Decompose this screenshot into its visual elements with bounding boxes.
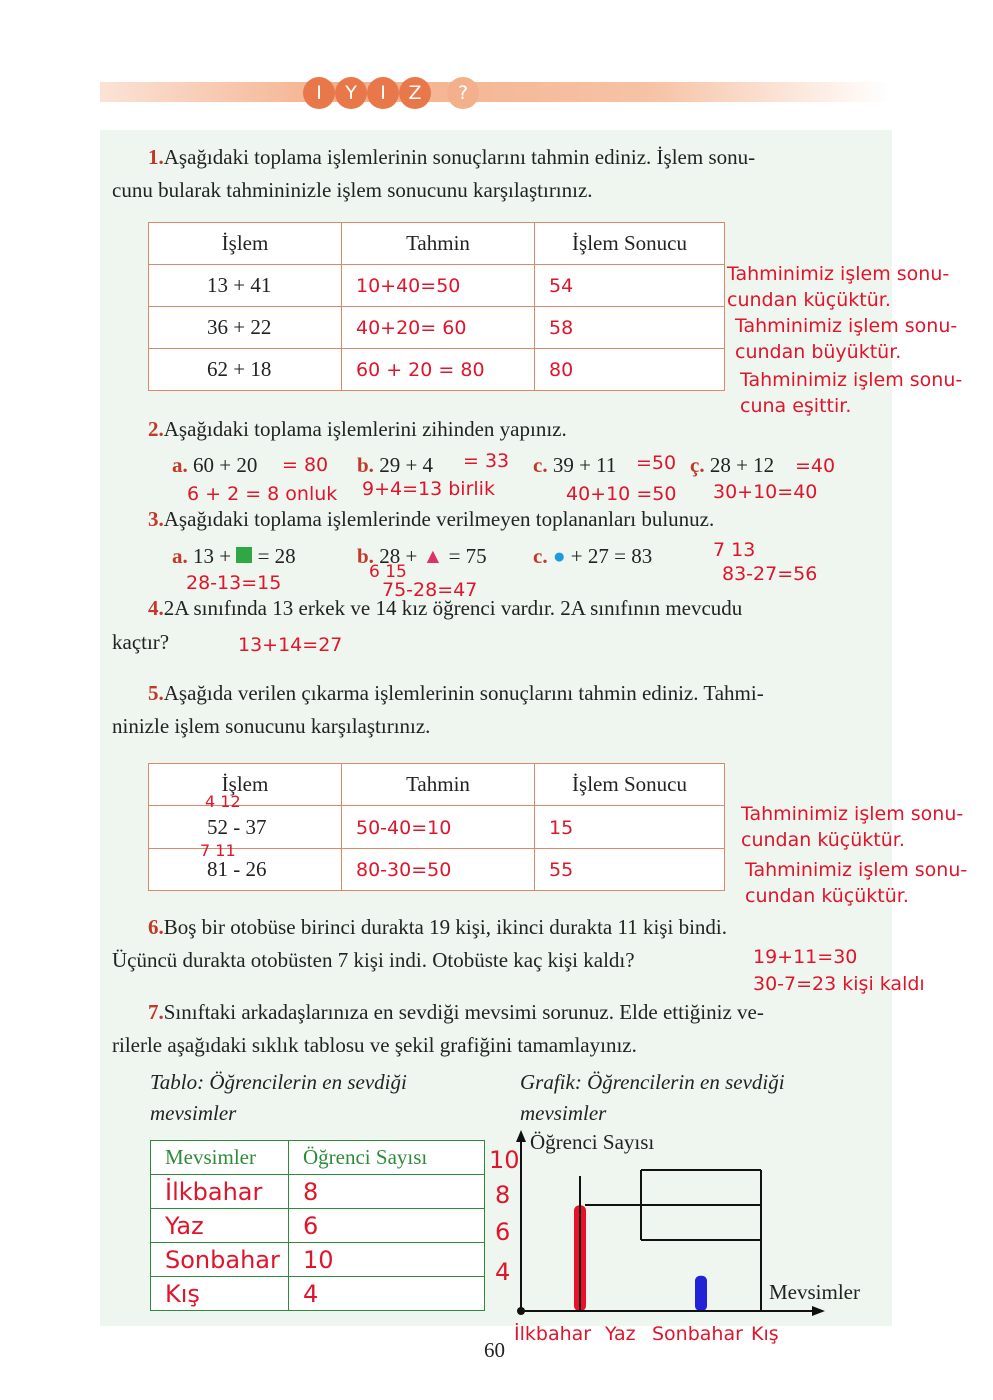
- header-bead: I: [367, 77, 399, 109]
- handwritten-answer: 13+14=27: [238, 634, 343, 656]
- handwritten-note: Tahminimiz işlem sonu-: [741, 803, 964, 825]
- handwritten-answer: 9+4=13 birlik: [362, 478, 495, 500]
- handwritten-carry: 6 15: [369, 562, 407, 582]
- x-category-label: Sonbahar: [652, 1323, 743, 1345]
- table-row: İlkbahar 8: [151, 1175, 485, 1209]
- y-axis-label: Öğrenci Sayısı: [530, 1130, 655, 1154]
- table-row: 81 - 26 80-30=50 55: [149, 849, 725, 891]
- table-row: 52 - 37 50-40=10 15: [149, 806, 725, 849]
- q3-item-b: b. 28 + ▲ = 75: [357, 544, 487, 568]
- handwritten-note: cundan küçüktür.: [741, 829, 905, 851]
- header-bead: Z: [399, 77, 431, 109]
- table-row: Yaz 6: [151, 1209, 485, 1243]
- y-tick-label: 8: [495, 1181, 511, 1209]
- x-axis-arrow-icon: [812, 1306, 825, 1316]
- handwritten-carry: 7 11: [200, 841, 236, 860]
- q5-line1: 5.Aşağıda verilen çıkarma işlemlerinin sonuçlarını tahmin ediniz. Tahmi-: [148, 681, 764, 705]
- q3-item-a: a. 13 + = 28: [172, 544, 296, 568]
- x-category-label: Kış: [751, 1323, 779, 1345]
- table-caption: mevsimler: [150, 1101, 237, 1125]
- handwritten-carry: 4 12: [205, 792, 241, 811]
- blue-circle-icon: ●: [552, 544, 566, 568]
- col-header: Tahmin: [342, 223, 535, 265]
- y-axis-arrow-icon: [516, 1130, 526, 1142]
- col-header: İşlem: [149, 764, 342, 806]
- handwritten-note: cundan küçüktür.: [745, 885, 909, 907]
- q3-item-c: c. ● + 27 = 83: [533, 544, 653, 568]
- q1-line1: 1.Aşağıdaki toplama işlemlerinin sonuçlarını tahmin ediniz. İşlem sonu-: [148, 145, 756, 169]
- y-tick-label: 4: [495, 1258, 511, 1286]
- q1-line2: cunu bularak tahmininizle işlem sonucunu karşılaştırınız.: [112, 178, 593, 202]
- chart-caption: Grafik: Öğrencilerin en sevdiği: [520, 1070, 785, 1094]
- handwritten-answer: 30-7=23 kişi kaldı: [753, 973, 925, 995]
- handwritten-answer: = 80: [282, 454, 329, 476]
- handwritten-answer: 19+11=30: [753, 946, 858, 968]
- table-caption: Tablo: Öğrencilerin en sevdiği: [150, 1070, 407, 1094]
- col-header: Öğrenci Sayısı: [289, 1141, 485, 1175]
- pink-triangle-icon: ▲: [422, 544, 444, 568]
- handwritten-carry: 7 13: [713, 539, 756, 561]
- header-bead: I: [303, 77, 335, 109]
- table-row: Sonbahar 10: [151, 1243, 485, 1277]
- col-header: İşlem Sonucu: [535, 764, 725, 806]
- col-header: Tahmin: [342, 764, 535, 806]
- origin-dot: [517, 1307, 525, 1315]
- handwritten-answer: 30+10=40: [713, 481, 818, 503]
- q5-line2: ninizle işlem sonucunu karşılaştırınız.: [112, 714, 431, 738]
- header-bead: Y: [335, 77, 367, 109]
- col-header: Mevsimler: [151, 1141, 289, 1175]
- handwritten-note: Tahminimiz işlem sonu-: [727, 263, 950, 285]
- handwritten-answer: 83-27=56: [722, 563, 818, 585]
- x-axis-label: Mevsimler: [769, 1280, 860, 1304]
- handwritten-answer: =50: [636, 452, 677, 474]
- handwritten-note: cuna eşittir.: [740, 395, 852, 417]
- q7-line2: rilerle aşağıdaki sıklık tablosu ve şekil grafiğini tamamlayınız.: [112, 1033, 637, 1057]
- q6-line1: 6.Boş bir otobüse birinci durakta 19 kişi, ikinci durakta 11 kişi bindi.: [148, 915, 727, 939]
- header-bead: ?: [447, 77, 479, 109]
- y-tick-label: 6: [495, 1218, 511, 1246]
- table-row: 62 + 18 60 + 20 = 80 80: [149, 349, 725, 391]
- q2-item-c: c. 39 + 11: [533, 453, 617, 477]
- q2-item-b: b. 29 + 4: [357, 453, 434, 477]
- x-category-label: Yaz: [605, 1323, 636, 1345]
- q6-line2: Üçüncü durakta otobüsten 7 kişi indi. Otobüste kaç kişi kaldı?: [112, 948, 635, 972]
- handwritten-answer: 75-28=47: [382, 579, 478, 601]
- handwritten-note: Tahminimiz işlem sonu-: [735, 315, 958, 337]
- q3-text: 3.Aşağıdaki toplama işlemlerinde verilmeyen toplananları bulunuz.: [148, 507, 715, 531]
- q4-line2: kaçtır?: [112, 630, 170, 654]
- q2-item-a: a. 60 + 20: [172, 453, 258, 477]
- page-number: 60: [484, 1338, 505, 1362]
- handwritten-note: cundan büyüktür.: [735, 341, 902, 363]
- handwritten-answer: =40: [795, 455, 836, 477]
- q7-line1: 7.Sınıftaki arkadaşlarınıza en sevdiği mevsimi sorunuz. Elde ettiğiniz ve-: [148, 1000, 764, 1024]
- q4-line1: 4.2A sınıfında 13 erkek ve 14 kız öğrenci vardır. 2A sınıfının mevcudu: [148, 596, 743, 620]
- table-row: 13 + 41 10+40=50 54: [149, 265, 725, 307]
- table-row: Kış 4: [151, 1277, 485, 1311]
- y-tick-label: 10: [489, 1146, 520, 1174]
- col-header: İşlem Sonucu: [535, 223, 725, 265]
- handwritten-note: Tahminimiz işlem sonu-: [740, 369, 963, 391]
- bar-Kış: [695, 1276, 707, 1311]
- q2-text: 2.Aşağıdaki toplama işlemlerini zihinden yapınız.: [148, 417, 567, 441]
- handwritten-note: cundan küçüktür.: [727, 289, 891, 311]
- table-row: 36 + 22 40+20= 60 58: [149, 307, 725, 349]
- chart-caption: mevsimler: [520, 1101, 607, 1125]
- handwritten-answer: = 33: [463, 450, 510, 472]
- handwritten-answer: 40+10 =50: [566, 483, 677, 505]
- handwritten-answer: 28-13=15: [186, 572, 282, 594]
- handwritten-answer: 6 + 2 = 8 onluk: [187, 483, 338, 505]
- handwritten-note: Tahminimiz işlem sonu-: [745, 859, 968, 881]
- q2-item-c-cedilla: ç. 28 + 12: [690, 453, 775, 477]
- col-header: İşlem: [149, 223, 342, 265]
- x-category-label: İlkbahar: [514, 1323, 592, 1345]
